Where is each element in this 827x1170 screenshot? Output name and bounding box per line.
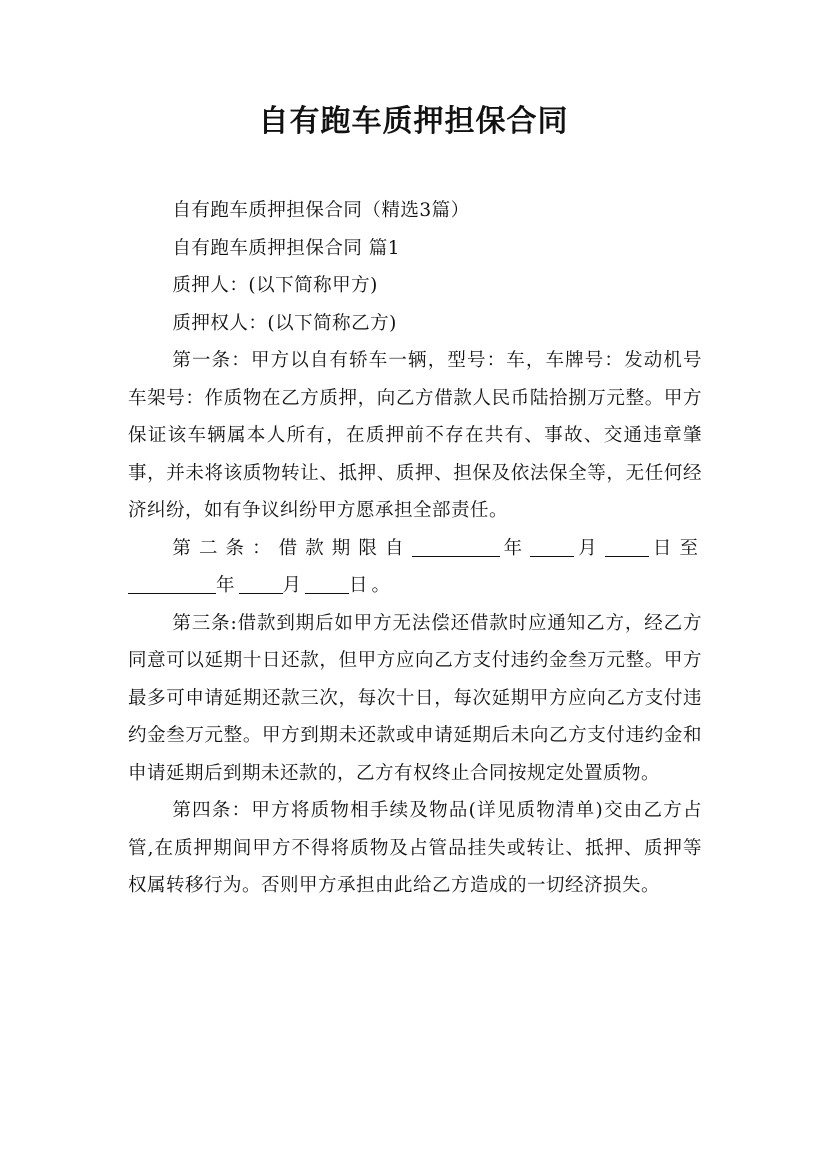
blank-end-day [305,575,349,595]
paragraph-section-heading: 自有跑车质押担保合同 篇1 [172,237,401,259]
blank-end-month [239,575,283,595]
paragraph-article-4: 第四条：甲方将质物相手续及物品(详见质物清单)交由乙方占管,在质押期间甲方不得将质物及占管品挂失或转让、抵押、质押等权属转移行为。否则甲方承担由此给乙方造成的一切经济损失。 [128,800,702,896]
paragraph-article-1: 第一条：甲方以自有轿车一辆，型号：车，车牌号：发动机号车架号：作质物在乙方质押，向乙方借款人民币陆拾捌万元整。甲方保证该车辆属本人所有，在质押前不存在共有、事故、交通违章肇事，并未将该质物转让、抵押、质押、担保及依法保全等，无任何经济纠纷，如有争议纠纷甲方愿承担全部责任。 [128,350,702,521]
document-title: 自有跑车质押担保合同 [258,104,569,139]
blank-start-year [412,537,500,557]
article-2-text-end: 日。 [349,575,395,596]
article-2-text-month: 月 [574,537,605,559]
article-2-text-year: 年 [499,537,531,559]
article-2-text-day-to: 日至 [648,537,702,559]
blank-end-year [128,575,216,595]
blank-start-day [605,537,649,557]
document-body [128,192,702,905]
paragraph-pledgor: 质押人：(以下简称甲方) [172,275,378,296]
article-2-text-start: 第二条：借款期限自 [172,537,412,559]
paragraph-pledgee: 质押权人：(以下简称乙方) [172,312,397,334]
paragraph-collection-title: 自有跑车质押担保合同（精选3篇） [172,200,470,221]
paragraph-article-2 [128,530,702,605]
article-2-text-end-year: 年 [216,575,239,596]
article-2-text-end-month: 月 [282,575,306,596]
paragraph-article-3: 第三条:借款到期后如甲方无法偿还借款时应通知乙方，经乙方同意可以延期十日还款，但甲方应向乙方支付违约金叁万元整。甲方最多可申请延期还款三次，每次十日，每次延期甲方应向乙方支付违约金叁万元整。甲方到期未还款或申请延期后未向乙方支付违约金和申请延期后到期未还款的，乙方有权终止合同按规定处置质物。 [128,612,702,784]
blank-start-month [530,537,574,557]
